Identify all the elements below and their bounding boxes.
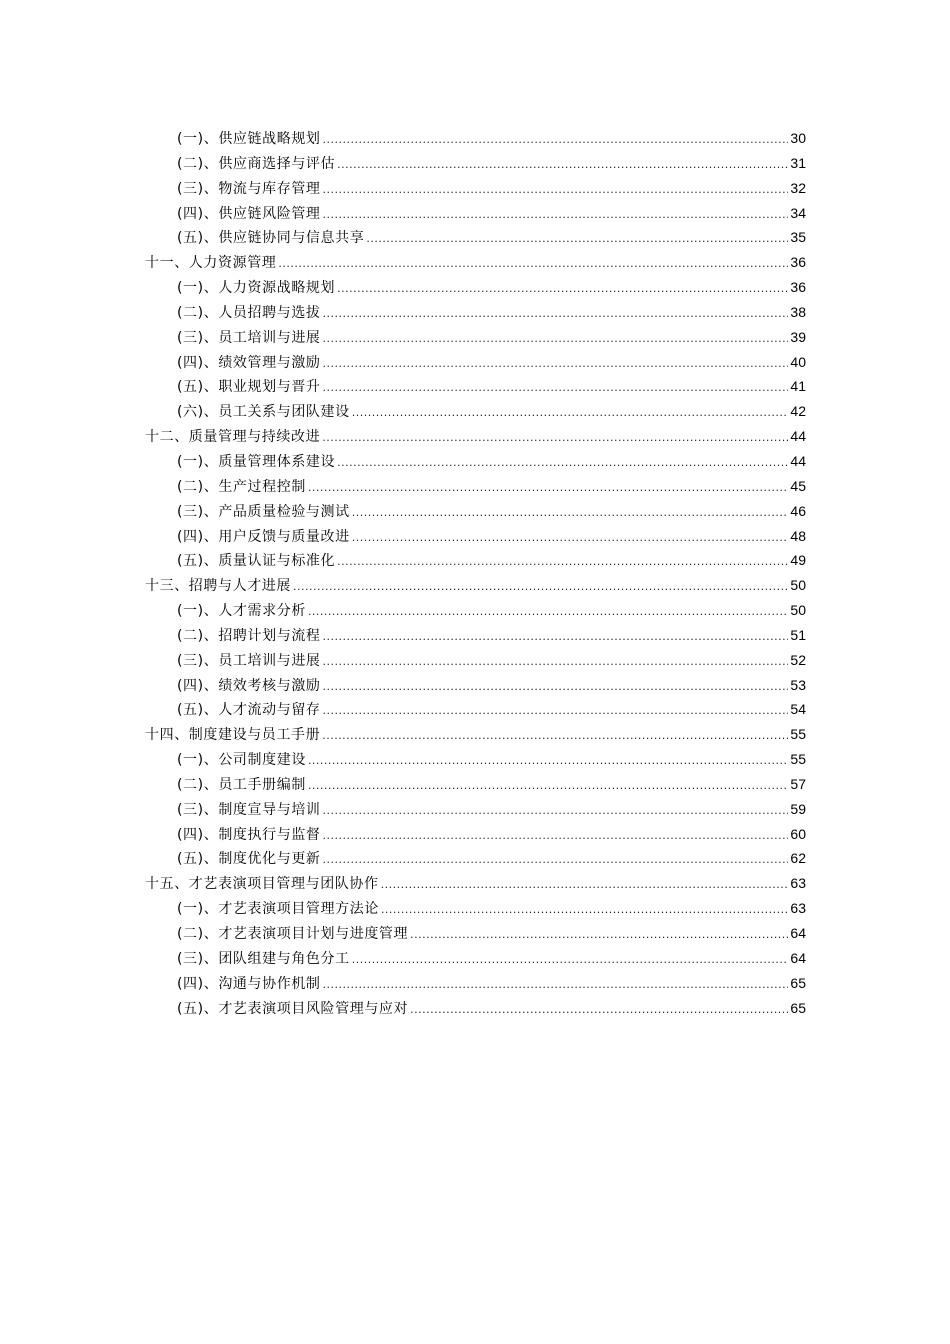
toc-entry-title: (四)、绩效管理与激励: [177, 354, 321, 371]
toc-entry[interactable]: [0, 623, 950, 648]
toc-entry-title: (五)、职业规划与晋升: [177, 379, 321, 396]
toc-entry-title: (二)、供应商选择与评估: [177, 155, 336, 172]
toc-entry[interactable]: [0, 499, 950, 524]
toc-entry-title: 十五、才艺表演项目管理与团队协作: [145, 876, 379, 893]
toc-entry[interactable]: [0, 225, 950, 250]
toc-entry-title: (五)、人才流动与留存: [177, 702, 321, 719]
toc-entry-title: 十四、制度建设与员工手册: [145, 727, 321, 744]
toc-entry[interactable]: [0, 374, 950, 399]
toc-entry-title: (一)、质量管理体系建设: [177, 453, 336, 470]
dot-leader: [352, 948, 789, 973]
toc-entry-page: 31: [790, 154, 806, 171]
dot-leader: [323, 128, 789, 153]
toc-entry-title: (一)、公司制度建设: [177, 752, 306, 769]
dot-leader: [352, 501, 789, 526]
dot-leader: [337, 153, 788, 178]
toc-chapter-entry[interactable]: [0, 424, 950, 449]
dot-leader: [352, 526, 789, 551]
toc-entry-page: 59: [790, 800, 806, 817]
toc-entry[interactable]: [0, 275, 950, 300]
toc-entry-page: 44: [790, 452, 806, 469]
toc-entry-page: 63: [790, 900, 806, 917]
toc-entry-title: (三)、产品质量检验与测试: [177, 503, 350, 520]
toc-entry[interactable]: [0, 449, 950, 474]
dot-leader: [410, 923, 788, 948]
dot-leader: [323, 675, 789, 700]
dot-leader: [323, 799, 789, 824]
toc-entry-title: 十三、招聘与人才进展: [145, 578, 291, 595]
toc-entry[interactable]: [0, 399, 950, 424]
toc-entry-page: 32: [790, 179, 806, 196]
toc-chapter-entry[interactable]: [0, 573, 950, 598]
toc-entry-title: (五)、制度优化与更新: [177, 851, 321, 868]
dot-leader: [322, 426, 788, 451]
toc-entry[interactable]: [0, 648, 950, 673]
toc-chapter-entry[interactable]: [0, 871, 950, 896]
toc-entry[interactable]: [0, 524, 950, 549]
dot-leader: [323, 650, 789, 675]
toc-entry-page: 55: [790, 751, 806, 768]
table-of-contents: [0, 126, 950, 1020]
dot-leader: [323, 376, 789, 401]
toc-entry-page: 54: [790, 701, 806, 718]
toc-entry-title: (四)、供应链风险管理: [177, 205, 321, 222]
toc-entry-title: (四)、沟通与协作机制: [177, 975, 321, 992]
toc-entry-page: 42: [790, 403, 806, 420]
toc-entry-title: (三)、员工培训与进展: [177, 652, 321, 669]
dot-leader: [337, 451, 788, 476]
toc-entry-title: (三)、制度宣导与培训: [177, 801, 321, 818]
toc-entry-page: 38: [790, 303, 806, 320]
toc-entry[interactable]: [0, 126, 950, 151]
toc-entry-page: 35: [790, 229, 806, 246]
toc-entry[interactable]: [0, 300, 950, 325]
toc-entry-page: 52: [790, 651, 806, 668]
toc-entry[interactable]: [0, 747, 950, 772]
toc-entry-title: (二)、员工手册编制: [177, 776, 306, 793]
toc-entry-title: (四)、绩效考核与激励: [177, 677, 321, 694]
toc-entry-page: 65: [790, 999, 806, 1016]
toc-entry-page: 55: [790, 726, 806, 743]
toc-entry-title: (二)、生产过程控制: [177, 478, 306, 495]
toc-entry-page: 57: [790, 775, 806, 792]
toc-entry[interactable]: [0, 325, 950, 350]
toc-entry-page: 50: [790, 602, 806, 619]
toc-entry[interactable]: [0, 201, 950, 226]
dot-leader: [322, 724, 788, 749]
toc-entry-title: (一)、供应链战略规划: [177, 131, 321, 147]
dot-leader: [323, 352, 789, 377]
toc-entry-title: (一)、人力资源战略规划: [177, 280, 336, 297]
toc-entry[interactable]: [0, 921, 950, 946]
dot-leader: [410, 998, 788, 1023]
dot-leader: [293, 575, 788, 600]
toc-entry[interactable]: [0, 996, 950, 1021]
toc-entry-page: 36: [790, 279, 806, 296]
toc-entry-page: 63: [790, 875, 806, 892]
toc-entry[interactable]: [0, 673, 950, 698]
toc-entry[interactable]: [0, 971, 950, 996]
toc-entry-title: (一)、才艺表演项目管理方法论: [177, 901, 379, 918]
toc-entry-title: (五)、供应链协同与信息共享: [177, 230, 365, 247]
dot-leader: [323, 203, 789, 228]
toc-entry-page: 39: [790, 328, 806, 345]
toc-chapter-entry[interactable]: [0, 250, 950, 275]
toc-entry-page: 64: [790, 949, 806, 966]
toc-entry[interactable]: [0, 474, 950, 499]
dot-leader: [323, 848, 789, 873]
dot-leader: [381, 898, 788, 923]
toc-entry-title: (五)、质量认证与标准化: [177, 553, 336, 570]
toc-entry[interactable]: [0, 797, 950, 822]
dot-leader: [323, 302, 789, 327]
dot-leader: [381, 873, 789, 898]
toc-entry-title: (三)、物流与库存管理: [177, 180, 321, 197]
dot-leader: [323, 327, 789, 352]
toc-entry[interactable]: [0, 946, 950, 971]
toc-entry-title: (一)、人才需求分析: [177, 603, 306, 620]
toc-entry[interactable]: [0, 176, 950, 201]
toc-entry-title: (三)、员工培训与进展: [177, 329, 321, 346]
toc-entry-title: (四)、用户反馈与质量改进: [177, 528, 350, 545]
toc-entry[interactable]: [0, 598, 950, 623]
dot-leader: [323, 625, 789, 650]
toc-entry[interactable]: [0, 548, 950, 573]
dot-leader: [337, 277, 788, 302]
toc-entry-page: 41: [790, 378, 806, 395]
toc-entry[interactable]: [0, 846, 950, 871]
toc-entry-title: (四)、制度执行与监督: [177, 826, 321, 843]
toc-entry-page: 40: [790, 353, 806, 370]
toc-entry-title: (六)、员工关系与团队建设: [177, 404, 350, 421]
toc-entry-title: 十二、质量管理与持续改进: [145, 429, 321, 446]
toc-entry-page: 44: [790, 428, 806, 445]
toc-entry[interactable]: [0, 822, 950, 847]
dot-leader: [337, 550, 788, 575]
dot-leader: [366, 227, 788, 252]
toc-entry-title: (三)、团队组建与角色分工: [177, 950, 350, 967]
dot-leader: [323, 699, 789, 724]
toc-entry-page: 48: [790, 527, 806, 544]
toc-entry-page: 62: [790, 850, 806, 867]
toc-entry[interactable]: [0, 151, 950, 176]
toc-entry-page: 45: [790, 477, 806, 494]
dot-leader: [308, 774, 788, 799]
dot-leader: [308, 600, 788, 625]
toc-entry-page: 64: [790, 925, 806, 941]
toc-entry-title: (五)、才艺表演项目风险管理与应对: [177, 1000, 409, 1017]
toc-entry[interactable]: [0, 350, 950, 375]
toc-entry-title: (二)、人员招聘与选拔: [177, 304, 321, 321]
toc-entry-page: 60: [790, 825, 806, 842]
toc-entry-page: 30: [790, 130, 806, 146]
toc-entry[interactable]: [0, 896, 950, 921]
toc-entry-page: 50: [790, 577, 806, 594]
toc-entry-page: 49: [790, 552, 806, 569]
toc-entry[interactable]: [0, 697, 950, 722]
dot-leader: [308, 476, 788, 501]
toc-chapter-entry[interactable]: [0, 722, 950, 747]
toc-entry-title: (二)、才艺表演项目计划与进度管理: [177, 926, 409, 942]
toc-entry-page: 53: [790, 676, 806, 693]
dot-leader: [278, 252, 788, 277]
toc-entry[interactable]: [0, 772, 950, 797]
dot-leader: [323, 178, 789, 203]
dot-leader: [308, 749, 788, 774]
dot-leader: [323, 973, 789, 998]
dot-leader: [352, 401, 789, 426]
toc-entry-page: 34: [790, 204, 806, 221]
toc-entry-page: 46: [790, 502, 806, 519]
toc-entry-title: (二)、招聘计划与流程: [177, 627, 321, 644]
toc-entry-page: 51: [790, 626, 806, 643]
toc-entry-page: 65: [790, 974, 806, 991]
dot-leader: [323, 824, 789, 849]
toc-entry-title: 十一、人力资源管理: [145, 255, 277, 272]
toc-entry-page: 36: [790, 254, 806, 271]
